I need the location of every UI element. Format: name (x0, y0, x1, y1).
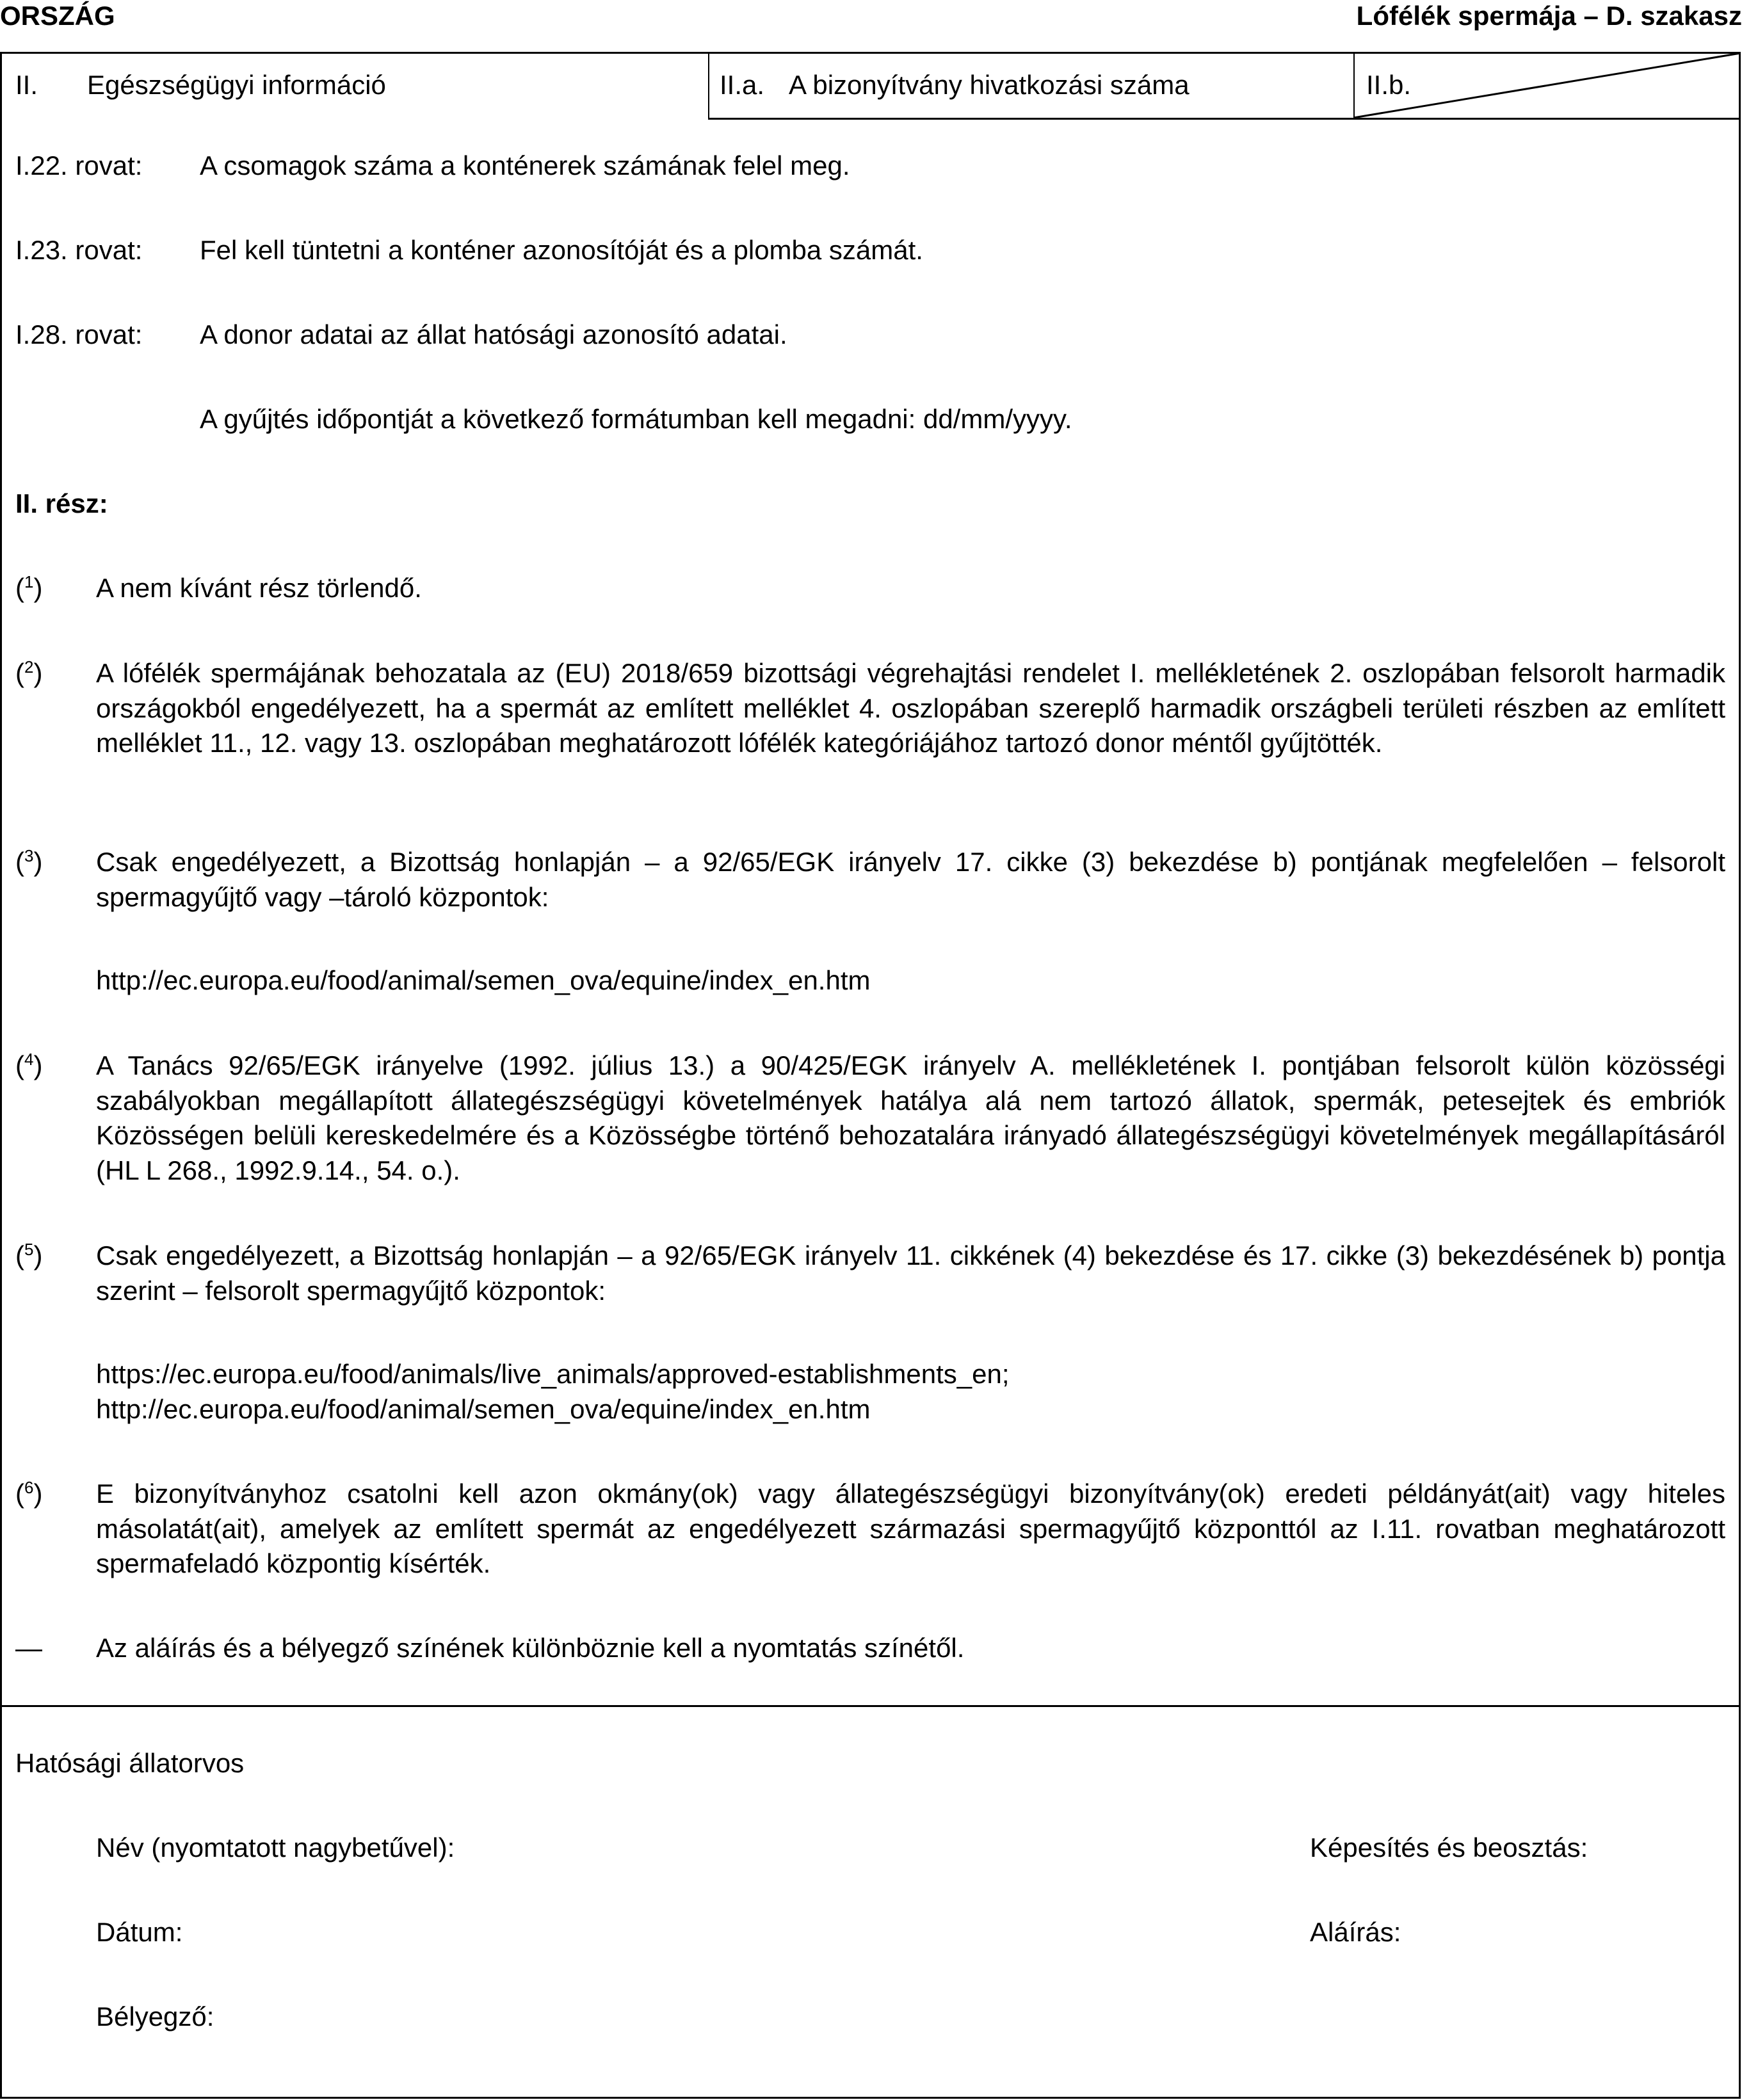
country-heading: ORSZÁG (0, 1, 115, 31)
box-text: A csomagok száma a konténerek számának felel meg. (200, 150, 850, 180)
official-vet-title: Hatósági állatorvos (15, 1748, 245, 1778)
part-2-heading: II. rész: (15, 488, 108, 518)
footnote-marker: ($^6$) (15, 1478, 43, 1509)
box-label: I.23. rovat: (15, 235, 143, 265)
reference-number-label[interactable]: A bizonyítvány hivatkozási száma (789, 70, 1190, 100)
date-field-label[interactable]: Dátum: (96, 1917, 183, 1947)
diagonal-strike (1353, 52, 1741, 118)
footnote-text: A Tanács 92/65/EGK irányelve (1992. július 13.) a 90/425/EGK irányelv A. mellékletének I. pontjában felsorolt külön közösségi szabályokban megállapított állategészségügyi követelmények hatálya alá nem tartozó állatok, spermák, petesejtek és embriók Közösségen belüli kereskedelmére és a Közösségbe történő behozatalára irányadó állategészségügyi követelmények megállapításáról (HL L 268., 1992.9.14., 54. o.). (96, 1050, 1725, 1185)
box-text: Fel kell tüntetni a konténer azonosítóját és a plomba számát. (200, 235, 923, 265)
footnote-marker: ($^4$) (15, 1050, 43, 1080)
footnote-text: Csak engedélyezett, a Bizottság honlapján – a 92/65/EGK irányelv 11. cikkének (4) bekezdése és 17. cikke (3) bekezdésének b) pontja szerint – felsorolt spermagyűjtő központok: (96, 1240, 1725, 1306)
signature-field-label[interactable]: Aláírás: (1310, 1917, 1401, 1947)
box-text: A gyűjtés időpontját a következő formátumban kell megadni: dd/mm/yyyy. (200, 404, 1072, 434)
footnote-link[interactable]: http://ec.europa.eu/food/animal/semen_ova/equine/index_en.htm (96, 965, 871, 995)
dash-note-text: Az aláírás és a bélyegző színének különböznie kell a nyomtatás színétől. (96, 1633, 965, 1663)
dash-marker: — (15, 1633, 42, 1663)
box-text: A donor adatai az állat hatósági azonosító adatai. (200, 319, 787, 349)
reference-number-code: II.a. (720, 70, 765, 100)
qualification-field-label[interactable]: Képesítés és beosztás: (1310, 1832, 1588, 1863)
footnote-link[interactable]: https://ec.europa.eu/food/animals/live_animals/approved-establishments_en; (96, 1359, 1010, 1389)
footnote-marker: ($^1$) (15, 572, 43, 603)
row-divider (708, 118, 1741, 120)
column-divider (708, 52, 709, 118)
name-field-label[interactable]: Név (nyomtatott nagybetűvel): (96, 1832, 455, 1863)
footnote-marker: ($^3$) (15, 846, 43, 877)
box-label: I.28. rovat: (15, 319, 143, 349)
box-label: I.22. rovat: (15, 150, 143, 180)
section-number: II. (15, 70, 38, 100)
stamp-field-label[interactable]: Bélyegző: (96, 2001, 214, 2032)
footnote-marker: ($^2$) (15, 657, 43, 688)
footnote-marker: ($^5$) (15, 1240, 43, 1270)
section-title: Egészségügyi információ (87, 70, 386, 100)
section-heading: Lófélék spermája – D. szakasz (1356, 1, 1742, 31)
iib-code: II.b. (1366, 70, 1412, 100)
signature-divider (0, 1705, 1741, 1707)
footnote-text: A nem kívánt rész törlendő. (96, 573, 422, 603)
footnote-text: A lófélék spermájának behozatala az (EU) 2018/659 bizottsági végrehajtási rendelet I. mellékletének 2. oszlopában felsorolt harmadik országokból engedélyezett, ha a spermát az említett melléklet 4. oszlopában szereplő harmadik országbeli területi részben az említett melléklet 11., 12. vagy 13. oszlopában meghatározott lófélék kategóriájához tartozó donor méntől gyűjtötték. (96, 658, 1725, 758)
footnote-text: Csak engedélyezett, a Bizottság honlapján – a 92/65/EGK irányelv 17. cikke (3) bekezdése b) pontjának megfelelően – felsorolt spermagyűjtő vagy –tároló központok: (96, 847, 1725, 912)
footnote-text: E bizonyítványhoz csatolni kell azon okmány(ok) vagy állategészségügyi bizonyítvány(ok) eredeti példányát(ait) vagy hiteles másolatát(ait), amelyek az említett spermát az engedélyezett származási spermagyűjtő központtól az I.11. rovatban meghatározott spermafeladó központig kísérték. (96, 1479, 1725, 1578)
footnote-link[interactable]: http://ec.europa.eu/food/animal/semen_ova/equine/index_en.htm (96, 1394, 871, 1424)
